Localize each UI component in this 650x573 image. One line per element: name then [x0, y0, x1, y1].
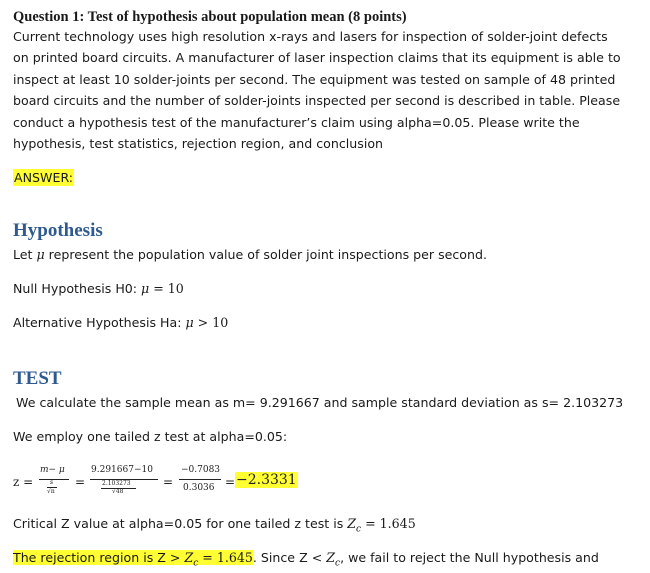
null-relation: = 10: [149, 281, 184, 297]
rejection-z-sub: c: [193, 558, 199, 569]
rejection-region-line: [13, 549, 599, 573]
conclusion-pre: . Since Z <: [252, 550, 327, 565]
let-pre: Let: [13, 247, 37, 263]
formula-den2-top: 2.103273: [102, 480, 131, 487]
rejection-z-symbol: Z: [184, 550, 194, 565]
question-body: Current technology uses high resolution x-rays and lasers for inspection of solder-joint defects on printed board circuits. A manufacturer of laser inspection claims that its equipment is able to inspect at least 10 solder-joints per second. The equipment was tested on sample of 48 printed board circuits and the number of solder-joints inspected per second is described in table. Please conduct a hypothesis test of the manufacturer’s claim using alpha=0.05. Please write the hypothesis, test statistics, rejection region, and conclusion: [13, 29, 621, 152]
conclusion-post: , we fail to reject the Null hypothesis and: [340, 550, 599, 565]
formula-den1-bot: √n: [47, 488, 55, 495]
formula-den1-top: s: [50, 479, 54, 486]
formula-eq1: =: [75, 475, 86, 489]
formula-eq2: =: [163, 475, 174, 489]
mu-symbol: μ: [141, 281, 150, 297]
formula-den3: 0.3036: [183, 483, 215, 493]
sample-stats-line: We calculate the sample mean as m= 9.291667 and sample standard deviation as s= 2.103273: [16, 395, 624, 411]
let-post: represent the population value of solder joint inspections per second.: [44, 247, 487, 263]
mu-symbol: μ: [36, 247, 45, 263]
critical-z-sub: c: [356, 524, 362, 535]
rejection-value: = 1.645: [198, 550, 253, 565]
test-heading: TEST: [13, 368, 62, 390]
hypothesis-heading: Hypothesis: [13, 220, 103, 242]
null-label: Null Hypothesis H0:: [13, 281, 142, 297]
alt-relation: > 10: [193, 315, 229, 331]
fraction-bar-1: [39, 479, 69, 480]
null-hypothesis-line: [13, 280, 643, 298]
formula-den2-bot: √48: [112, 488, 124, 495]
formula-num3: −0.7083: [181, 465, 221, 475]
answer-label: ANSWER:: [14, 170, 74, 186]
critical-value-line: [13, 515, 416, 539]
conclusion-z-symbol: Z: [326, 550, 336, 565]
fraction-bar-3: [179, 479, 221, 480]
formula-num2: 9.291667−10: [91, 465, 153, 475]
conclusion-z-sub: c: [335, 558, 341, 569]
mu-symbol: μ: [185, 315, 194, 331]
z-statistic-result: −2.3331: [236, 472, 297, 488]
let-mu-line: [13, 246, 643, 264]
question-title: Question 1: Test of hypothesis about population mean (8 points): [13, 9, 407, 25]
rejection-text: The rejection region is Z >: [13, 550, 185, 565]
document-page: [13, 8, 643, 569]
alt-label: Alternative Hypothesis Ha:: [13, 315, 186, 331]
critical-z-symbol: Z: [347, 516, 357, 531]
z-formula: [13, 462, 333, 506]
formula-z: z =: [13, 475, 34, 489]
formula-num1: m− μ: [40, 465, 65, 475]
ztest-line: We employ one tailed z test at alpha=0.05:: [13, 429, 288, 445]
formula-eq3: =: [225, 475, 236, 489]
rejection-highlight: [13, 550, 253, 569]
critical-value: = 1.645: [361, 516, 416, 531]
alternative-hypothesis-line: [13, 314, 643, 332]
critical-text: Critical Z value at alpha=0.05 for one tailed z test is: [13, 516, 348, 531]
